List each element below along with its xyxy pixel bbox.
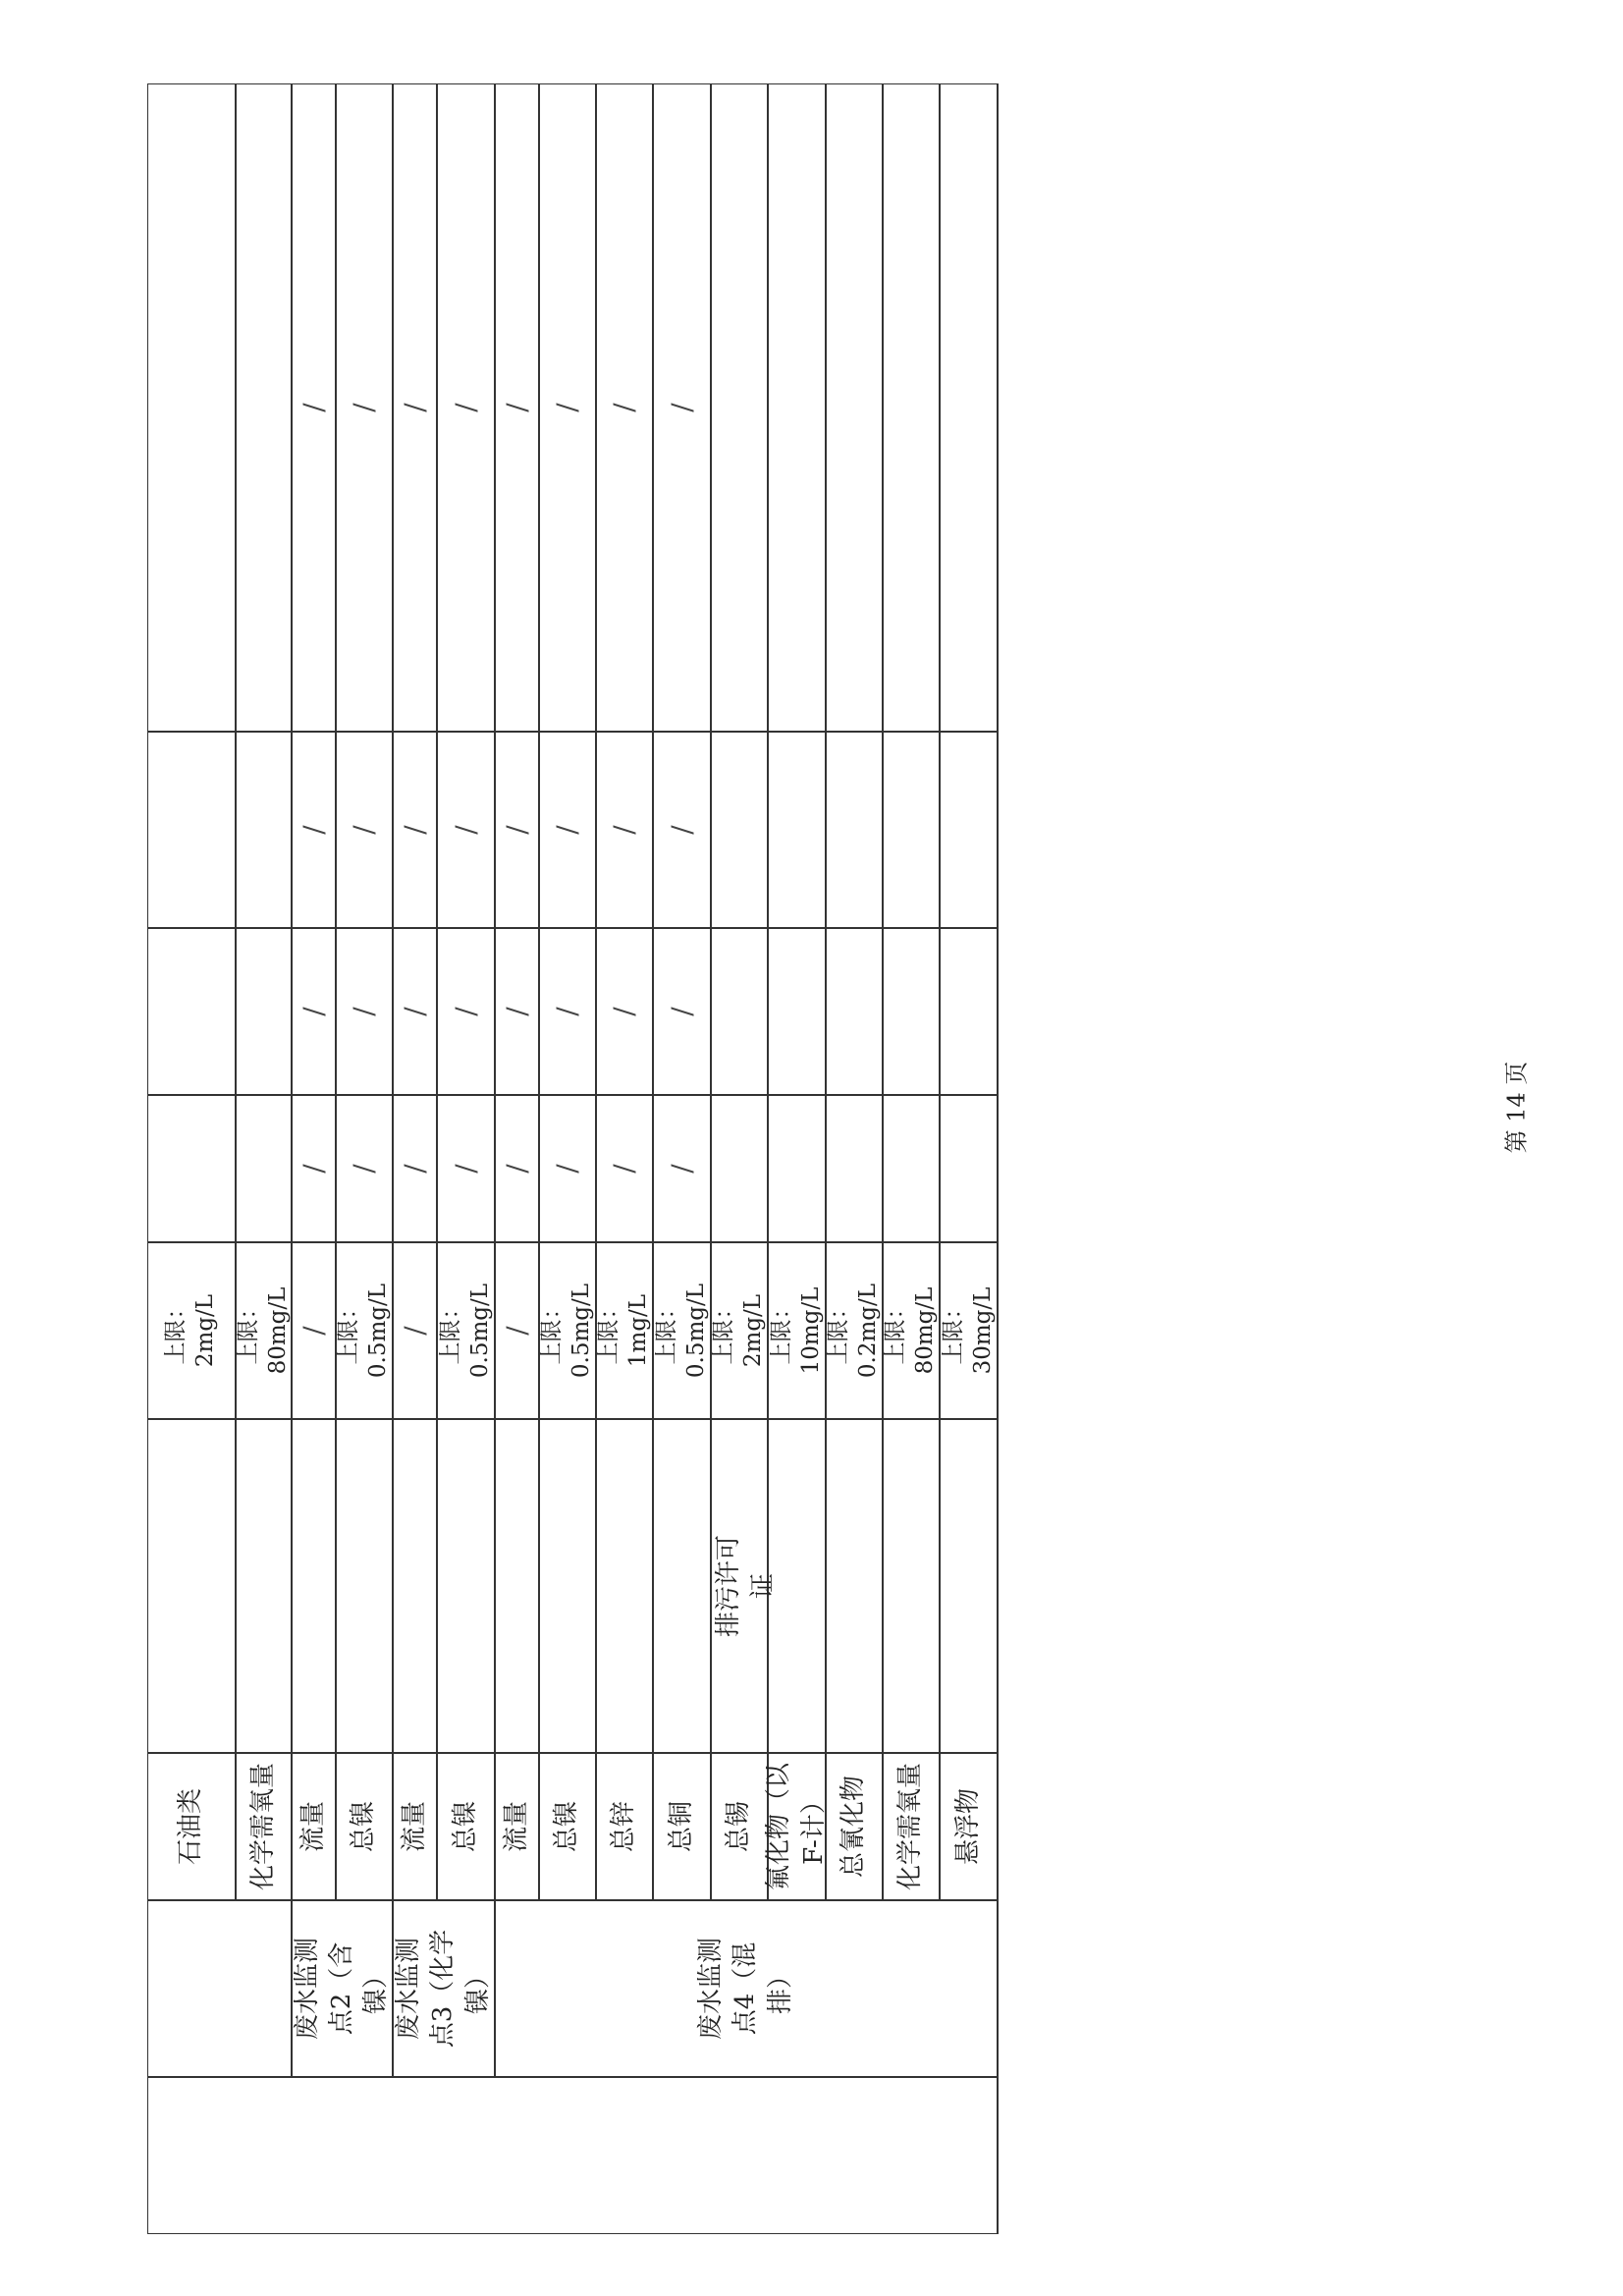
table-cell: / [297, 825, 330, 835]
table-cell: / [608, 1007, 641, 1016]
table-cell [826, 83, 883, 732]
table-cell: / [398, 403, 431, 412]
table-cell: / [398, 1164, 431, 1174]
table-cell: / [449, 1164, 482, 1174]
table-cell: / [608, 1164, 641, 1174]
table-cell [711, 928, 768, 1095]
table-cell: / [500, 1164, 533, 1174]
table-cell: / [500, 403, 533, 412]
table-cell [940, 732, 998, 928]
table-cell [883, 732, 940, 928]
table-cell [147, 732, 236, 928]
table-cell [883, 83, 940, 732]
pollutant-item-cell: 化学需氧量 [895, 1763, 926, 1891]
table-cell: / [665, 403, 698, 412]
table-cell [147, 1095, 236, 1242]
pollutant-item-cell: 流量 [399, 1801, 429, 1853]
standard-basis-cell: 排污许可 证 [713, 1535, 778, 1638]
monitoring-table [147, 83, 1325, 2234]
table-cell [768, 732, 826, 928]
table-cell: / [297, 1164, 330, 1174]
pollutant-item-cell: 总氰化物 [839, 1776, 869, 1879]
table-cell [147, 83, 236, 732]
table-cell [883, 1095, 940, 1242]
table-cell [826, 732, 883, 928]
table-cell [826, 1095, 883, 1242]
monitoring-point-cell: 废水监测 点3（化学 镍） [394, 1929, 493, 2049]
table-cell [883, 928, 940, 1095]
limit-value-cell: / [500, 1326, 533, 1336]
table-cell [711, 732, 768, 928]
pollutant-item-cell: 悬浮物 [952, 1788, 983, 1866]
table-cell: / [665, 1007, 698, 1016]
pollutant-item-cell: 总镍 [349, 1801, 379, 1853]
table-cell [768, 83, 826, 732]
limit-value-cell: 上限： 0.2mg/L [826, 1283, 881, 1379]
limit-value-cell: 上限： 0.5mg/L [437, 1283, 493, 1379]
limit-value-cell: 上限： 80mg/L [883, 1286, 938, 1375]
pollutant-item-cell: 总铜 [666, 1801, 696, 1853]
table-cell: / [297, 1007, 330, 1016]
pollutant-item-cell: 氟化物（以 F-计） [764, 1763, 829, 1891]
table-cell: / [348, 825, 381, 835]
table-cell: / [398, 825, 431, 835]
table-cell: / [500, 825, 533, 835]
table-cell: / [449, 403, 482, 412]
limit-value-cell: 上限： 1mg/L [596, 1293, 651, 1368]
table-cell: / [665, 825, 698, 835]
table-cell [236, 928, 292, 1095]
limit-value-cell: 上限： 0.5mg/L [653, 1283, 709, 1379]
table-cell [826, 928, 883, 1095]
pollutant-item-cell: 总锡 [724, 1801, 754, 1853]
table-cell: / [398, 1007, 431, 1016]
limit-value-cell: 上限： 10mg/L [768, 1286, 824, 1375]
table-cell [940, 1095, 998, 1242]
table-cell [940, 928, 998, 1095]
pollutant-item-cell: 总镍 [552, 1801, 582, 1853]
table-cell: / [449, 1007, 482, 1016]
table-cell [768, 1095, 826, 1242]
monitoring-point-cell: 废水监测 点4（混 排） [696, 1938, 795, 2041]
table-cell [711, 1095, 768, 1242]
table-cell [236, 83, 292, 732]
pollutant-item-cell: 总镍 [450, 1801, 480, 1853]
monitoring-point-cell: 废水监测 点2（含 镍） [292, 1938, 392, 2041]
table-cell [768, 928, 826, 1095]
table-cell: / [551, 1007, 584, 1016]
limit-value-cell: / [398, 1326, 431, 1336]
pollutant-item-cell: 化学需氧量 [247, 1763, 278, 1891]
table-cell [236, 1095, 292, 1242]
limit-value-cell: / [297, 1326, 330, 1336]
table-cell: / [348, 1007, 381, 1016]
table-cell [940, 83, 998, 732]
limit-value-cell: 上限： 0.5mg/L [539, 1283, 594, 1379]
table-cell: / [608, 825, 641, 835]
table-cell: / [348, 1164, 381, 1174]
limit-value-cell: 上限： 80mg/L [235, 1286, 291, 1375]
limit-value-cell: 上限： 2mg/L [163, 1293, 218, 1368]
limit-value-cell: 上限： 2mg/L [711, 1293, 766, 1368]
table-cell: / [348, 403, 381, 412]
limit-value-cell: 上限： 0.5mg/L [336, 1283, 391, 1379]
table-cell: / [665, 1164, 698, 1174]
table-cell: / [500, 1007, 533, 1016]
pollutant-item-cell: 流量 [501, 1801, 531, 1853]
table-cell: / [297, 403, 330, 412]
table-cell: / [551, 403, 584, 412]
table-cell [711, 83, 768, 732]
pollutant-item-cell: 总锌 [609, 1801, 639, 1853]
table-cell [147, 928, 236, 1095]
table-cell: / [449, 825, 482, 835]
table-cell: / [608, 403, 641, 412]
limit-value-cell: 上限： 30mg/L [940, 1286, 996, 1375]
page-number: 第 14 页 [1502, 1061, 1531, 1154]
rotated-page [147, 83, 1325, 2234]
table-cell [236, 732, 292, 928]
table-cell: / [551, 1164, 584, 1174]
table-cell: / [551, 825, 584, 835]
pollutant-item-cell: 石油类 [176, 1788, 206, 1866]
pollutant-item-cell: 流量 [298, 1801, 328, 1853]
